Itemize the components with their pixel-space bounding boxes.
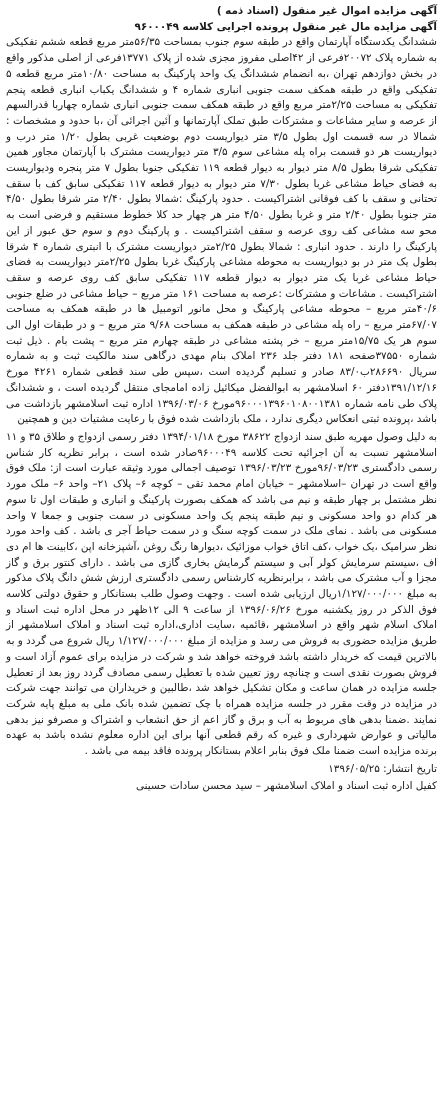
notice-subtitle: آگهی مزایده مال غیر منقول پرونده اجرایی کلاسه ۹۶۰۰۰۴۹ bbox=[134, 20, 437, 33]
notice-title: آگهی مزایده اموال غیر منقول (اسناد ذمه ) bbox=[216, 5, 437, 17]
publish-date: تاریخ انتشار: ۱۳۹۶/۰۵/۲۵ bbox=[328, 762, 437, 775]
property-description-paragraph: ششدانگ یکدستگاه آپارتمان واقع در طبقه سوم جنوب بمساحت ۵۶/۳۵متر مربع قطعه ششم تفکیکی به شماره پلاک ۲۰۰۷۲فرعی از ۴۲اصلی مفروز مجزی شده از پلاک ۱۳۷۷۱فرعی از اصلی مذکور واقع در بخش دوازدهم تهران ،به انضمام ششدانگ یک واحد پارکینگ به مساحت ۱۰/۸۰متر مربع قطعه ۵ تفکیکی واقع در طبقه همکف سمت جنوبی انباری شماره ۴ و ششدانگ یکباب انباری قطعه پنجم تفکیکی به مساحت ۲/۲۵متر مربع واقع در طبقه همکف سمت جنوبی انباری شماره چهاربا قدرالسهم از عرصه و سایر مشاعات و مشترکات طبق تملک آپارتمانها و آئین اجرائی آن ،با حدود و مشخصات : شمالا در سه قسمت اول بطول ۳/۵ متر دیواریست دوم بوضعیت غربی بطول ۱/۲۰ متر درب و دیواریست هر دو قسمت براه پله مشاعی سوم ۳/۵ متر دیواریست مشترک با آپارتمان مجاور همین تفکیکی شرقا بطول ۸/۵ متر دیوار به دیوار قطعه ۱۱۹ تفکیکی جنوبا بطول ۷ متر پنجره ودیواریست به فضای حیاط مشاعی غربا بطول ۷/۳۰ متر دیوار به دیوار قطعه ۱۱۷ تفکیکی سابق کف با سقف تحتانی و سقف با کف فوقانی اشتراکیست . حدود پارکینگ :شمالا بطول ۲/۴۰ متر شرقا بطول ۴/۵۰ متر جنوبا بطول ۲/۴۰ متر و غربا بطول ۴/۵۰ متر هر چهار حد کلا خطوط مستقیم و فرضی است به محو سه مشاعی کف روی عرصه و سقف اشتراکیست . و پارکینگ دوم و سوم حق عبور از این پارکینگ را دارند . حدود انباری : شمالا بطول ۲/۲۵متر دیواریست مشترک با انبتری شماره ۴ شرقا بطول یک متر در بو دیواریست به محوطه مشاعی پارکینگ غربا بطول ۲/۲۵متر دیواریست به فضای حیاط مشاعی غربا یک متر دیوار به دیوار قطعه ۱۱۷ تفکیکی سابق کف روی عرصه و سقف اشتراکیست . مشاعات و مشترکات :عرصه به مساحت ۱۶۱ متر مربع – حیاط مشاعی در ضلع جنوبی ۴۰/۶متر مربع – محوطه مشاعی پارکینگ و محل مانور اتومبیل ها در طبقه همکف به مساحت ۶۷/۰۷متر مربع – راه پله مشاعی در طبقه همکف به مساحت ۹/۶۸ متر مربع – و در طبقات اول الی سوم هر یک ۱۵/۷۵متر مربع – خر پشته مشاعی در طبقه چهارم متر مربع – پشت بام . ذیل ثبت شماره ۳۷۵۵۰صفحه ۱۸۱ دفتر جلد ۲۳۶ املاک بنام مهدی درگاهی سند مالکیت ثبت و به شماره سریال ۲۸۶۶۹۰ب۸۳/۰ صادر و تسلیم گردیده است ،سپس طی سند قطعی شماره ۴۲۶۱ مورخ ۱۳۹۱/۱۲/۱۶دفتر ۶۰ اسلامشهر به ابوالفضل میکائیل زاده امامجای منتقل گردیده است ، و ششدانگ پلاک طی نامه شماره ۹۶۰۰۰۱۳۹۶۰۱۰۸۰۰۱۳۸۱مورخ ۱۳۹۶/۰۳/۰۶ اداره ثبت اسلامشهر بازداشت می باشد ،پرونده ثبتی انعکاس دیگری ندارد ، ملک بازداشت شده فوق با رعایت مشتیات دین و همچنین bbox=[6, 36, 438, 426]
auction-terms-paragraph: به دلیل وصول مهریه طبق سند ازدواج ۳۸۶۲۲ مورخ ۱۳۹۴/۰۱/۱۸ دفتر رسمی ازدواج و طلاق ۳۵ و ۱۱ اسلامشهر نسبت به آن اجرائیه تحت کلاسه ۹۶۰۰۰۴۹صادر شده است ، برابر نظریه کار شناس رسمی دادگستری ۹۶/۰۳/۲۳مورخ ۱۳۹۶/۰۳/۲۳ توصیف اجمالی مورد وثیقه عبارت است از: ملک فوق واقع است در تهران –اسلامشهر – خیابان امام محمد تقی – کوچه ۶– پلاک ۲۱– واحد ۶– ملک مورد نظر مشتمل بر چهار طبقه و نیم می باشد که همکف بصورت پارکینگ و انباری و طبقات اول تا سوم هر کدام دو واحد مسکونی و نیم طبقه پنجم یک واحد مسکونی در سمت جنوبی و جمعا ۷ واحد مسکونی می باشد . نمای ملک در سمت کوچه سنگ و در سمت حیاط آجر ی باشد . کف واحد مورد نظر سرامیک ،یک خواب ،کف اتاق خواب موزائیک ،دیوارها رنگ روغن ،آشپزخانه اپن ،کابینت ها ام دی اف ،سیستم سرمایش کولر آبی و سیستم گرمایش بخاری گازی می باشد . دارای کنتور برق و گاز مجزا و آب مشترک می باشد ، برابرنظریه کارشناس رسمی دادگستری ارزش شش دانگ پلاک مذکور به مبلغ ۱/۱۲۷/۰۰۰/۰۰۰ریال ارزیابی شده است . وجهت وصول طلب بستانکار و حقوق دولتی کلاسه فوق الذکر در روز یکشنبه مورخ ۱۳۹۶/۰۶/۲۶ از ساعت ۹ الی ۱۲ظهر در محل اداره ثبت اسناد و املاک اسلام شهر واقع در اسلامشهر ،قائمیه ،سایت اداری،اداره ثبت اسناد و املاک اسلامشهر از طریق مزایده حضوری به فروش می رسد و مزایده از مبلغ ۱/۱۲۷/۰۰۰/۰۰۰ ریال شروع می گردد و به بالاترین قیمت که خریدار داشته باشد فروخته خواهد شد و شرکت در مزایده برای عموم آزاد است و فروش بصورت نقدی است و چنانچه روز تعیین شده با تعطیل رسمی مصادف گردد روز بعد از تعطیل جلسه مزایده در همان ساعت و مکان تشکیل خواهد شد ،طالبین و خریداران می توانند جهت شرکت در مزایده در وقت مقرر در جلسه مزایده همراه با چک تضمین شده بانک ملی به مبلغ پایه شرکت نمایند .ضمنا بدهی های مربوط به آب و برق و گاز اعم از حق انشعاب و اشتراک و مصرفو نیز بدهی مالیاتی و عوارض شهرداری و غیره که رقم قطعی آنها برای این اداره معلوم نشده باشد به عهده برنده مزایده است ضمنا ملک فوق بنابر اعلام بستانکار پرونده فاقد بیمه می باشد . bbox=[6, 430, 438, 758]
signature-line: کفیل اداره ثبت اسناد و املاک اسلامشهر – سید محسن سادات حسینی bbox=[135, 780, 437, 793]
